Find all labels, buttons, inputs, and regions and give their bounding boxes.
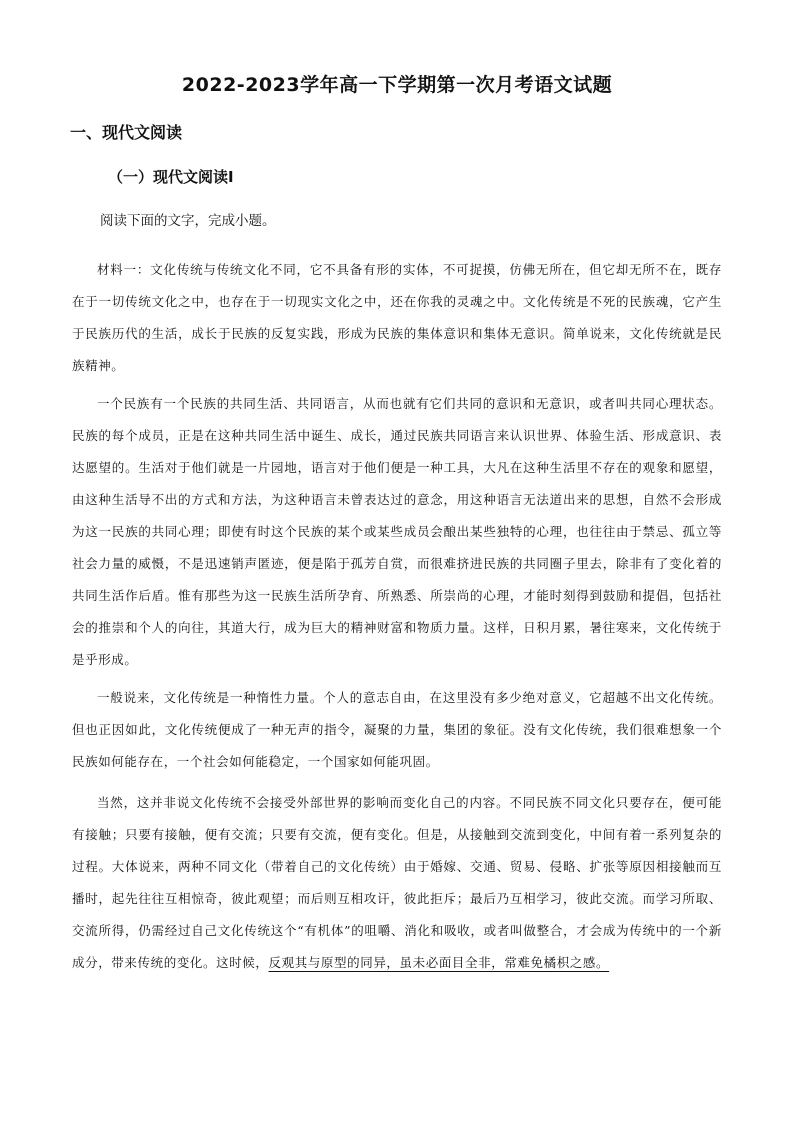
- paragraph: 材料一：文化传统与传统文化不同，它不具备有形的实体，不可捉摸，仿佛无所在，但它却无所不在，既存在于一切传统文化之中，也存在于一切现实文化之中，还在你我的灵魂之中。文化传统是不死的民族魂，它产生于民族历代的生活，成长于民族的反复实践，形成为民族的集体意识和集体无意识。简单说来，文化传统就是民族精神。: [72, 262, 722, 373]
- paragraph: 一般说来，文化传统是一种惰性力量。个人的意志自由，在这里没有多少绝对意义，它超越不出文化传统。但也正因如此，文化传统便成了一种无声的指令，凝聚的力量，集团的象征。没有文化传统，我们很难想象一个民族如何能存在，一个社会如何能稳定，一个国家如何能巩固。: [72, 690, 722, 769]
- underlined-sentence: 反观其与原型的同异，虽未必面目全非，常难免橘枳之感。: [268, 955, 610, 970]
- paragraph-text: 当然，这并非说文化传统不会接受外部世界的影响而变化自己的内容。不同民族不同文化只要存在，便可能有接触；只要有接触，便有交流；只要有交流，便有变化。但是，从接触到交流到变化，中间有着一系列复杂的过程。大体说来，两种不同文化（带着自己的文化传统）由于婚嫁、交通、贸易、侵略、扩张等原因相接触而互播时，起先往往互相惊奇，彼此观望；而后则互相攻讦，彼此拒斥；最后乃互相学习，彼此交流。而学习所取、交流所得，仍需经过自己文化传统这个“有机体”的咀嚼、消化和吸收，或者叫做整合，才会成为传统中的一个新成分，带来传统的变化。这时候，: [72, 795, 722, 970]
- paragraph: [72, 787, 722, 979]
- subsection-heading: （一）现代文阅读Ⅰ: [108, 168, 234, 186]
- reading-instruction: 阅读下面的文字，完成小题。: [100, 213, 276, 229]
- paragraph: 一个民族有一个民族的共同生活、共同语言，从而也就有它们共同的意识和无意识，或者叫共同心理状态。民族的每个成员，正是在这种共同生活中诞生、成长，通过民族共同语言来认识世界、体验生活、形成意识、表达愿望的。生活对于他们就是一片园地，语言对于他们便是一种工具，大凡在这种生活里不存在的观象和愿望，由这种生活导不出的方式和方法，为这种语言未曾表达过的意念，用这种语言无法道出来的思想，自然不会形成为这一民族的共同心理；即使有时这个民族的某个或某些成员会酿出某些独特的心理，也往往由于禁忌、孤立等社会力量的威慑，不是迅速销声匿迹，便是陷于孤芳自赏，而很难挤进民族的共同圈子里去，除非有了变化着的共同生活作后盾。惟有那些为这一民族生活所孕育、所熟悉、所崇尚的心理，才能时刻得到鼓励和提倡，包括社会的推崇和个人的向往，其道大行，成为巨大的精神财富和物质力量。这样，日积月累，暑往寒来，文化传统于是乎形成。: [72, 396, 722, 667]
- document-title: 2022-2023学年高一下学期第一次月考语文试题: [181, 74, 613, 96]
- section-heading: 一、现代文阅读: [70, 123, 183, 142]
